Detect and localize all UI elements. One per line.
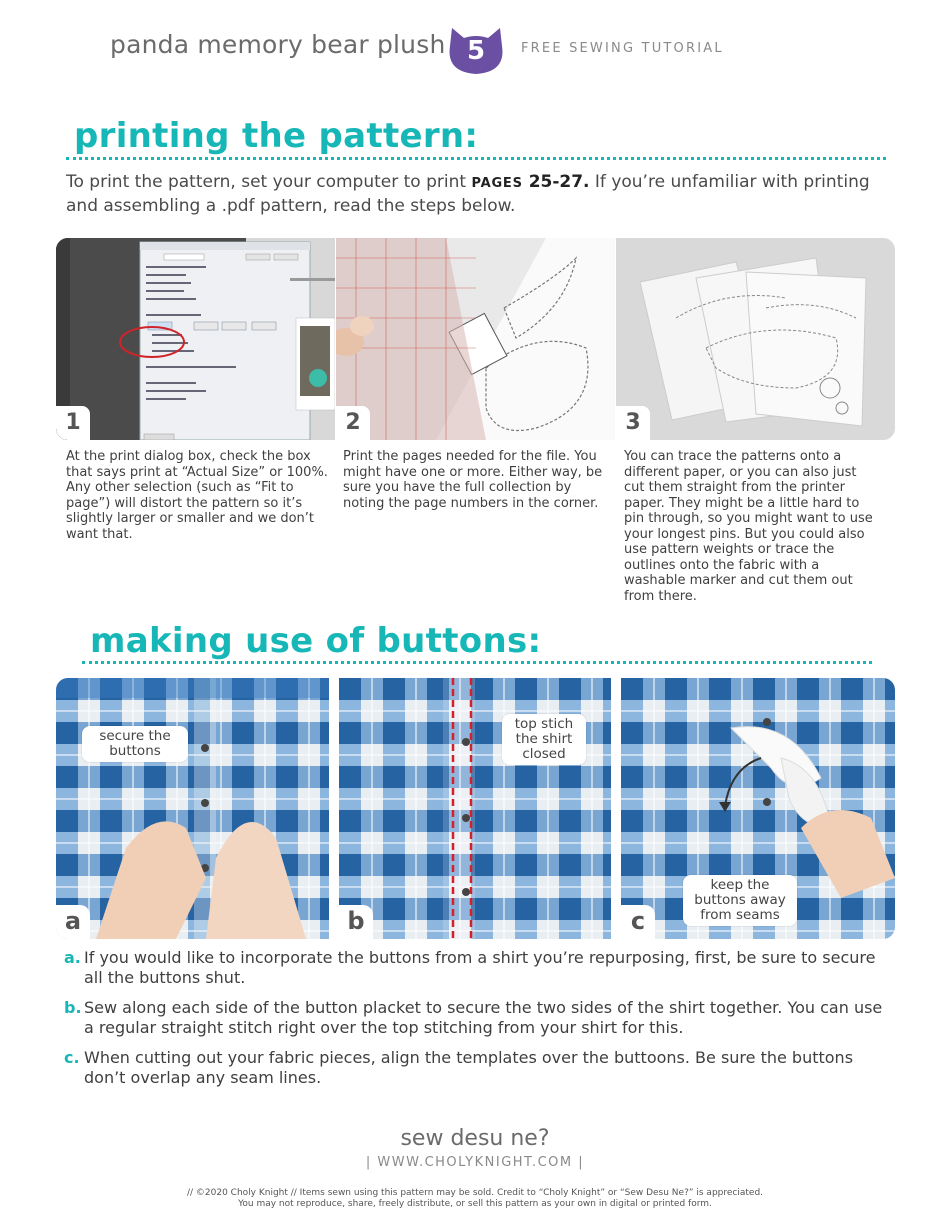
section-title-buttons: making use of buttons:	[90, 621, 542, 661]
step-number-2: 2	[336, 406, 370, 440]
step-number-1: 1	[56, 406, 90, 440]
section-divider	[82, 661, 872, 664]
step-caption-3: You can trace the patterns onto a different paper, or you can also just cut them straight from the printer paper. They might be a little hard to pin through, so you might want to use your longest pins. But you could also use pattern weights or trace the outlines onto the fabric with a washable marker and cut them out from there.	[624, 449, 873, 604]
callout-topstitch: top stich the shirt closed	[502, 714, 586, 765]
printing-photo-strip	[56, 238, 895, 440]
step-caption-1: At the print dialog box, check the box that says print at “Actual Size” or 100%. Any other selection (such as “Fit to page”) will distort the pattern so it’s slightly larger or smaller and we don’t want that.	[66, 449, 328, 542]
photo-print-dialog	[56, 238, 335, 440]
footer-brand: sew desu ne?	[400, 1126, 550, 1151]
plaid-shirt-hands-illustration	[56, 678, 329, 939]
cut-patterns-illustration	[616, 238, 895, 440]
step-caption-2: Print the pages needed for the file. You might have one or more. Either way, be sure you have the full collection by noting the page numbers in the corner.	[343, 449, 603, 511]
section-divider	[66, 157, 886, 160]
callout-buttons-away: keep the buttons away from seams	[683, 875, 797, 926]
buttons-photo-strip	[56, 678, 895, 939]
print-dialog-illustration	[56, 238, 335, 440]
section-title-printing: printing the pattern:	[74, 116, 479, 156]
photo-secure-buttons	[56, 678, 329, 939]
document-subtitle: FREE SEWING TUTORIAL	[521, 41, 724, 56]
photo-letter-a: a	[56, 905, 90, 939]
footer-url[interactable]: | WWW.CHOLYKNIGHT.COM |	[365, 1155, 585, 1170]
printing-intro: To print the pattern, set your computer to print PAGES 25-27. If you’re unfamiliar with printing and assembling a .pdf pattern, read the steps below.	[66, 172, 870, 216]
printed-pages-illustration	[336, 238, 615, 440]
step-number-3: 3	[616, 406, 650, 440]
document-title: panda memory bear plush	[110, 30, 446, 59]
callout-secure-buttons: secure the buttons	[82, 726, 188, 762]
photo-letter-c: c	[621, 905, 655, 939]
photo-letter-b: b	[339, 905, 373, 939]
instruction-b: b. Sew along each side of the button placket to secure the two sides of the shirt together. You can use a regular straight stitch right over the top stitching from your shirt for this.	[64, 998, 883, 1037]
photo-cut-patterns	[616, 238, 895, 440]
instruction-a: a. If you would like to incorporate the buttons from a shirt you’re repurposing, first, be sure to secure all the buttons shut.	[64, 948, 876, 987]
instruction-c: c. When cutting out your fabric pieces, align the templates over the buttoons. Be sure the buttons don’t overlap any seam lines.	[64, 1048, 854, 1087]
page-number: 5	[466, 36, 486, 66]
footer-legal: // ©2020 Choly Knight // Items sewn using this pattern may be sold. Credit to “Choly Knight” or “Sew Desu Ne?” is appreciated. You may not reproduce, share, freely distribute, or sell this pattern as your own in digital or printed form.	[186, 1188, 764, 1209]
photo-printed-pages	[336, 238, 615, 440]
